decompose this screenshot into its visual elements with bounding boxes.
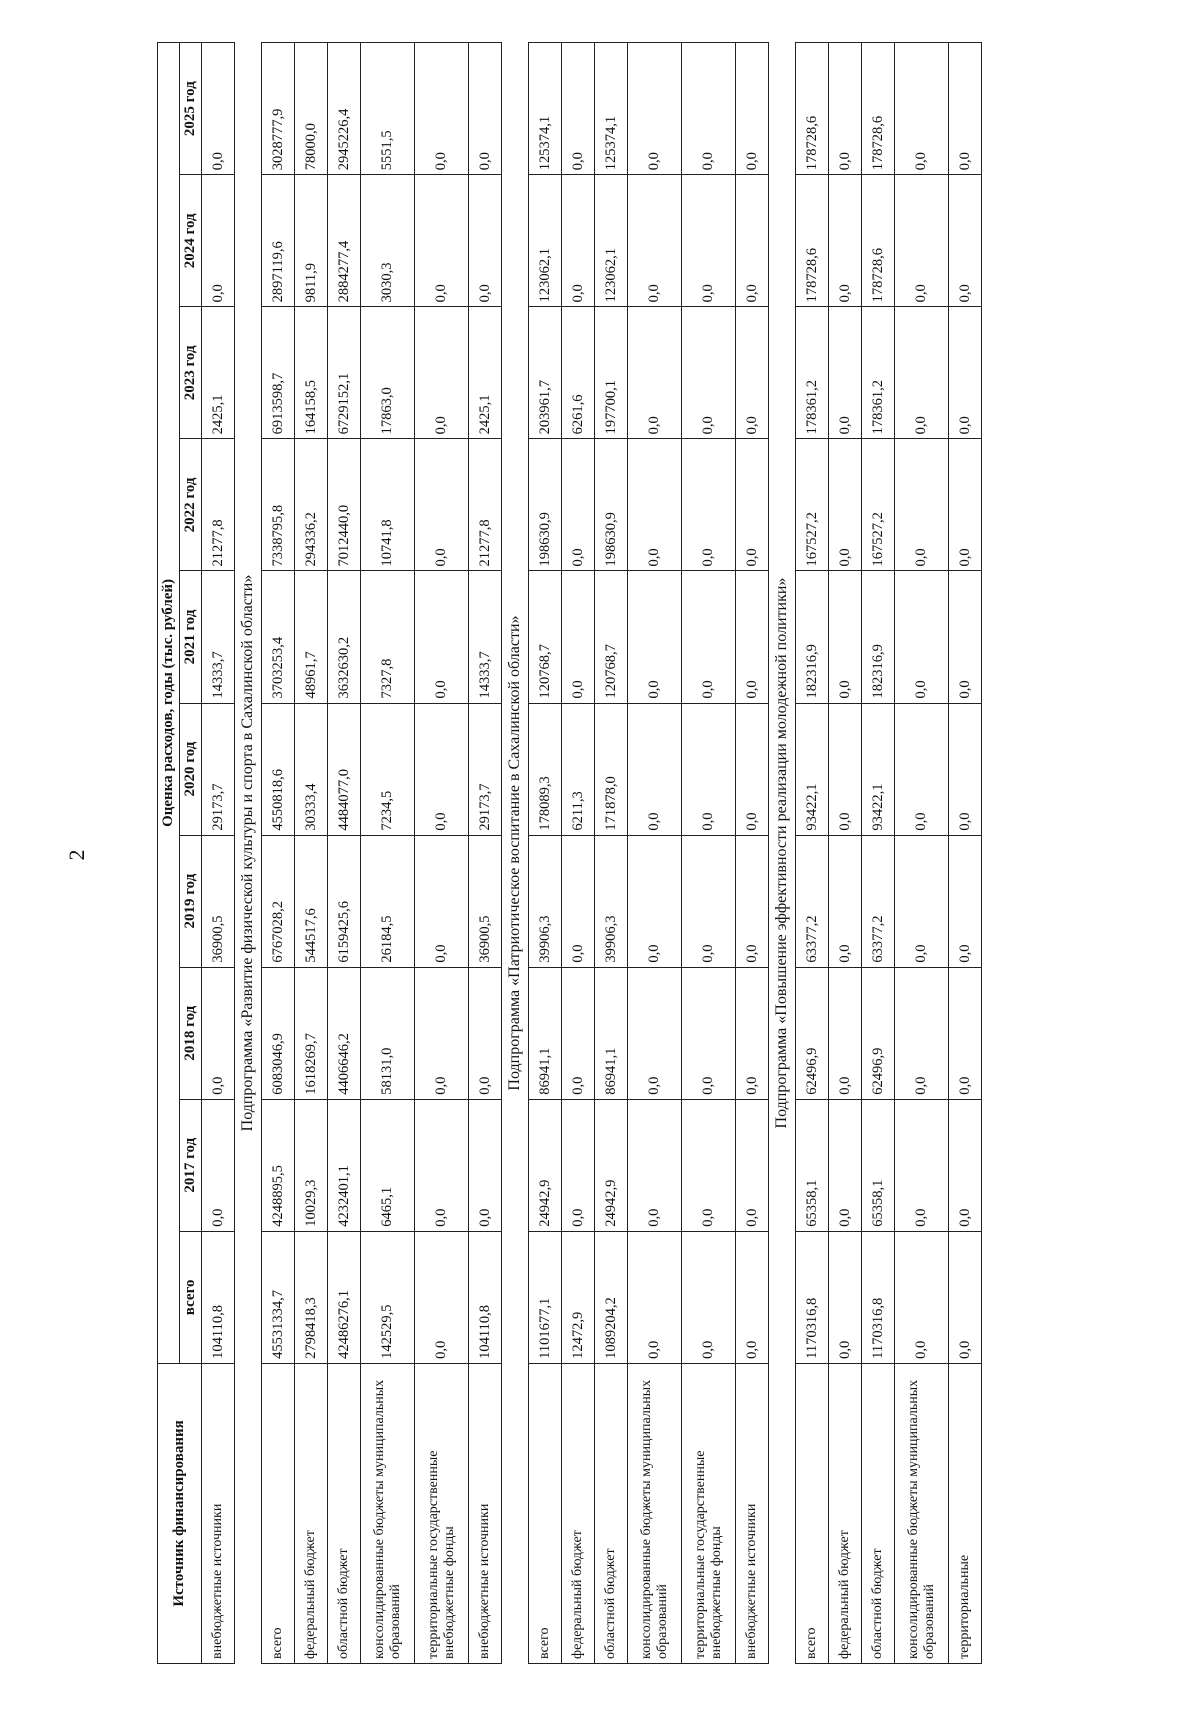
source-label: всего: [529, 1363, 562, 1663]
amount-cell: 0,0: [682, 307, 736, 439]
amount-cell: 0,0: [949, 1099, 982, 1231]
amount-cell: 1101677,1: [529, 1231, 562, 1363]
subprogram-title: Подпрограмма «Патриотическое воспитание в Сахалинской области»: [502, 43, 529, 1664]
source-label: консолидированные бюджеты муниципальных образований: [628, 1363, 682, 1663]
amount-cell: 26184,5: [361, 835, 415, 967]
amount-cell: 0,0: [949, 835, 982, 967]
source-header: Источник финансирования: [158, 1363, 202, 1663]
amount-cell: 0,0: [682, 43, 736, 175]
amount-cell: 167527,2: [862, 439, 895, 571]
table-row: [628, 43, 682, 1664]
table-row: [328, 43, 361, 1664]
amount-cell: 0,0: [895, 307, 949, 439]
amount-cell: 0,0: [736, 835, 769, 967]
amount-cell: 294336,2: [295, 439, 328, 571]
amount-cell: 0,0: [202, 175, 235, 307]
amount-cell: 24942,9: [529, 1099, 562, 1231]
amount-cell: 0,0: [415, 1231, 469, 1363]
amount-cell: 0,0: [829, 43, 862, 175]
source-label: областной бюджет: [328, 1363, 361, 1663]
amount-cell: 0,0: [829, 703, 862, 835]
amount-cell: 0,0: [415, 1099, 469, 1231]
amount-cell: 0,0: [829, 835, 862, 967]
amount-cell: 3030,3: [361, 175, 415, 307]
amount-cell: 171878,0: [595, 703, 628, 835]
column-header: 2021 год: [180, 571, 202, 703]
amount-cell: 0,0: [682, 1099, 736, 1231]
amount-cell: 120768,7: [595, 571, 628, 703]
amount-cell: 178728,6: [796, 43, 829, 175]
table-row: [949, 43, 982, 1664]
amount-cell: 0,0: [829, 307, 862, 439]
amount-cell: 167527,2: [796, 439, 829, 571]
amount-cell: 4248895,5: [262, 1099, 295, 1231]
table-row: [862, 43, 895, 1664]
source-label: областной бюджет: [862, 1363, 895, 1663]
source-label: внебюджетные источники: [469, 1363, 502, 1663]
amount-cell: 14333,7: [469, 571, 502, 703]
amount-cell: 42486276,1: [328, 1231, 361, 1363]
amount-cell: 10029,3: [295, 1099, 328, 1231]
amount-cell: 0,0: [829, 1231, 862, 1363]
amount-cell: 0,0: [895, 1099, 949, 1231]
amount-cell: 63377,2: [862, 835, 895, 967]
amount-cell: 1170316,8: [862, 1231, 895, 1363]
amount-cell: 10741,8: [361, 439, 415, 571]
table-row: [682, 43, 736, 1664]
amount-cell: 4550818,6: [262, 703, 295, 835]
amount-cell: 0,0: [829, 175, 862, 307]
amount-cell: 17863,0: [361, 307, 415, 439]
amount-cell: 0,0: [469, 1099, 502, 1231]
page-number: 2: [64, 849, 89, 861]
amount-cell: 0,0: [895, 967, 949, 1099]
amount-cell: 0,0: [202, 967, 235, 1099]
amount-cell: 0,0: [628, 307, 682, 439]
amount-cell: 0,0: [895, 703, 949, 835]
amount-cell: 0,0: [895, 571, 949, 703]
column-header: 2025 год: [180, 43, 202, 175]
amount-cell: 0,0: [895, 175, 949, 307]
amount-cell: 4484077,0: [328, 703, 361, 835]
amount-cell: 2798418,3: [295, 1231, 328, 1363]
amount-cell: 5551,5: [361, 43, 415, 175]
amount-cell: 36900,5: [469, 835, 502, 967]
amount-cell: 0,0: [736, 1099, 769, 1231]
amount-cell: 1618269,7: [295, 967, 328, 1099]
amount-cell: 178728,6: [796, 175, 829, 307]
amount-cell: 0,0: [469, 175, 502, 307]
amount-cell: 0,0: [949, 307, 982, 439]
column-header: 2022 год: [180, 439, 202, 571]
amount-cell: 0,0: [682, 571, 736, 703]
subprogram-row: [769, 43, 796, 1664]
amount-cell: 0,0: [736, 439, 769, 571]
source-label: федеральный бюджет: [829, 1363, 862, 1663]
amount-cell: 0,0: [736, 571, 769, 703]
amount-cell: 0,0: [415, 835, 469, 967]
amount-cell: 24942,9: [595, 1099, 628, 1231]
amount-cell: 0,0: [829, 967, 862, 1099]
amount-cell: 29173,7: [202, 703, 235, 835]
amount-cell: 198630,9: [595, 439, 628, 571]
amount-cell: 178361,2: [862, 307, 895, 439]
amount-cell: 62496,9: [796, 967, 829, 1099]
amount-cell: 2884277,4: [328, 175, 361, 307]
amount-cell: 21277,8: [202, 439, 235, 571]
amount-cell: 0,0: [736, 1231, 769, 1363]
amount-cell: 7012440,0: [328, 439, 361, 571]
amount-cell: 1170316,8: [796, 1231, 829, 1363]
table-row: [562, 43, 595, 1664]
amount-cell: 0,0: [949, 1231, 982, 1363]
amount-cell: 0,0: [469, 967, 502, 1099]
table-row: [295, 43, 328, 1664]
amount-cell: 4232401,1: [328, 1099, 361, 1231]
table-row: [829, 43, 862, 1664]
amount-cell: 2425,1: [202, 307, 235, 439]
amount-cell: 0,0: [628, 1099, 682, 1231]
amount-cell: 0,0: [415, 439, 469, 571]
amount-cell: 3028777,9: [262, 43, 295, 175]
amount-cell: 21277,8: [469, 439, 502, 571]
column-header: 2024 год: [180, 175, 202, 307]
amount-cell: 1089204,2: [595, 1231, 628, 1363]
source-label: консолидированные бюджеты муниципальных образований: [361, 1363, 415, 1663]
amount-cell: 0,0: [562, 175, 595, 307]
amount-cell: 198630,9: [529, 439, 562, 571]
column-header: 2020 год: [180, 703, 202, 835]
source-label: внебюджетные источники: [736, 1363, 769, 1663]
table-row: [262, 43, 295, 1664]
amount-cell: 58131,0: [361, 967, 415, 1099]
table-body: [202, 43, 982, 1664]
amount-cell: 6729152,1: [328, 307, 361, 439]
amount-cell: 0,0: [895, 1231, 949, 1363]
amount-cell: 0,0: [415, 43, 469, 175]
amount-cell: 0,0: [202, 1099, 235, 1231]
amount-cell: 0,0: [736, 175, 769, 307]
amount-cell: 65358,1: [862, 1099, 895, 1231]
amount-cell: 178728,6: [862, 175, 895, 307]
amount-cell: 544517,6: [295, 835, 328, 967]
source-label: территориальные: [949, 1363, 982, 1663]
amount-cell: 12472,9: [562, 1231, 595, 1363]
column-header: 2023 год: [180, 307, 202, 439]
amount-cell: 0,0: [949, 439, 982, 571]
amount-cell: 39906,3: [529, 835, 562, 967]
amount-cell: 0,0: [949, 571, 982, 703]
subprogram-row: [235, 43, 262, 1664]
amount-cell: 63377,2: [796, 835, 829, 967]
amount-cell: 6159425,6: [328, 835, 361, 967]
amount-cell: 9811,9: [295, 175, 328, 307]
amount-cell: 0,0: [682, 439, 736, 571]
amount-cell: 62496,9: [862, 967, 895, 1099]
amount-cell: 45531334,7: [262, 1231, 295, 1363]
expense-group-header: Оценка расходов, годы (тыс. рублей): [158, 43, 180, 1364]
amount-cell: 0,0: [562, 967, 595, 1099]
source-label: федеральный бюджет: [295, 1363, 328, 1663]
amount-cell: 0,0: [949, 703, 982, 835]
amount-cell: 123062,1: [595, 175, 628, 307]
amount-cell: 0,0: [562, 835, 595, 967]
budget-table: [157, 42, 982, 1664]
amount-cell: 65358,1: [796, 1099, 829, 1231]
subprogram-title: Подпрограмма «Повышение эффективности реализации молодежной политики»: [769, 43, 796, 1664]
source-label: всего: [262, 1363, 295, 1663]
amount-cell: 0,0: [202, 43, 235, 175]
amount-cell: 30333,4: [295, 703, 328, 835]
amount-cell: 182316,9: [796, 571, 829, 703]
amount-cell: 6083046,9: [262, 967, 295, 1099]
amount-cell: 0,0: [829, 439, 862, 571]
source-label: территориальные государственные внебюджетные фонды: [415, 1363, 469, 1663]
amount-cell: 0,0: [736, 307, 769, 439]
amount-cell: 6261,6: [562, 307, 595, 439]
subprogram-row: [502, 43, 529, 1664]
table-row: [361, 43, 415, 1664]
amount-cell: 0,0: [895, 835, 949, 967]
amount-cell: 0,0: [829, 1099, 862, 1231]
amount-cell: 0,0: [562, 43, 595, 175]
amount-cell: 2425,1: [469, 307, 502, 439]
amount-cell: 142529,5: [361, 1231, 415, 1363]
amount-cell: 7327,8: [361, 571, 415, 703]
amount-cell: 0,0: [415, 307, 469, 439]
table-row: [595, 43, 628, 1664]
amount-cell: 0,0: [736, 967, 769, 1099]
source-label: территориальные государственные внебюджетные фонды: [682, 1363, 736, 1663]
amount-cell: 86941,1: [529, 967, 562, 1099]
amount-cell: 0,0: [415, 703, 469, 835]
amount-cell: 3632630,2: [328, 571, 361, 703]
amount-cell: 0,0: [628, 835, 682, 967]
amount-cell: 0,0: [949, 43, 982, 175]
amount-cell: 0,0: [415, 571, 469, 703]
source-label: всего: [796, 1363, 829, 1663]
source-label: федеральный бюджет: [562, 1363, 595, 1663]
amount-cell: 0,0: [829, 571, 862, 703]
table-row: [796, 43, 829, 1664]
amount-cell: 0,0: [895, 439, 949, 571]
amount-cell: 93422,1: [862, 703, 895, 835]
budget-table-container: [157, 42, 982, 1664]
amount-cell: 14333,7: [202, 571, 235, 703]
amount-cell: 78000,0: [295, 43, 328, 175]
amount-cell: 7234,5: [361, 703, 415, 835]
amount-cell: 0,0: [628, 967, 682, 1099]
amount-cell: 125374,1: [595, 43, 628, 175]
amount-cell: 0,0: [469, 43, 502, 175]
amount-cell: 0,0: [736, 703, 769, 835]
amount-cell: 36900,5: [202, 835, 235, 967]
amount-cell: 0,0: [682, 1231, 736, 1363]
amount-cell: 0,0: [736, 43, 769, 175]
amount-cell: 6767028,2: [262, 835, 295, 967]
table-row: [736, 43, 769, 1664]
table-row: [415, 43, 469, 1664]
amount-cell: 2897119,6: [262, 175, 295, 307]
amount-cell: 104110,8: [202, 1231, 235, 1363]
amount-cell: 0,0: [682, 835, 736, 967]
amount-cell: 0,0: [562, 571, 595, 703]
column-header: всего: [180, 1231, 202, 1363]
amount-cell: 48961,7: [295, 571, 328, 703]
amount-cell: 104110,8: [469, 1231, 502, 1363]
source-label: внебюджетные источники: [202, 1363, 235, 1663]
amount-cell: 120768,7: [529, 571, 562, 703]
amount-cell: 178089,3: [529, 703, 562, 835]
amount-cell: 0,0: [682, 175, 736, 307]
amount-cell: 0,0: [415, 967, 469, 1099]
column-header: 2018 год: [180, 967, 202, 1099]
amount-cell: 0,0: [949, 967, 982, 1099]
amount-cell: 0,0: [415, 175, 469, 307]
table-row: [529, 43, 562, 1664]
amount-cell: 197700,1: [595, 307, 628, 439]
amount-cell: 4406646,2: [328, 967, 361, 1099]
amount-cell: 0,0: [628, 1231, 682, 1363]
column-header: 2017 год: [180, 1099, 202, 1231]
amount-cell: 93422,1: [796, 703, 829, 835]
amount-cell: 6211,3: [562, 703, 595, 835]
amount-cell: 2945226,4: [328, 43, 361, 175]
amount-cell: 0,0: [562, 1099, 595, 1231]
amount-cell: 29173,7: [469, 703, 502, 835]
subprogram-title: Подпрограмма «Развитие физической культуры и спорта в Сахалинской области»: [235, 43, 262, 1664]
amount-cell: 123062,1: [529, 175, 562, 307]
amount-cell: 0,0: [562, 439, 595, 571]
amount-cell: 203961,7: [529, 307, 562, 439]
amount-cell: 39906,3: [595, 835, 628, 967]
amount-cell: 178728,6: [862, 43, 895, 175]
table-row: [469, 43, 502, 1664]
amount-cell: 125374,1: [529, 43, 562, 175]
amount-cell: 0,0: [628, 439, 682, 571]
amount-cell: 0,0: [628, 175, 682, 307]
amount-cell: 7338795,8: [262, 439, 295, 571]
amount-cell: 164158,5: [295, 307, 328, 439]
amount-cell: 6465,1: [361, 1099, 415, 1231]
amount-cell: 0,0: [628, 703, 682, 835]
source-label: консолидированные бюджеты муниципальных образований: [895, 1363, 949, 1663]
table-row: [202, 43, 235, 1664]
amount-cell: 182316,9: [862, 571, 895, 703]
amount-cell: 0,0: [628, 571, 682, 703]
amount-cell: 0,0: [628, 43, 682, 175]
amount-cell: 0,0: [682, 967, 736, 1099]
amount-cell: 3703253,4: [262, 571, 295, 703]
amount-cell: 0,0: [949, 175, 982, 307]
column-header: 2019 год: [180, 835, 202, 967]
source-label: областной бюджет: [595, 1363, 628, 1663]
amount-cell: 6913598,7: [262, 307, 295, 439]
table-row: [895, 43, 949, 1664]
amount-cell: 0,0: [682, 703, 736, 835]
amount-cell: 86941,1: [595, 967, 628, 1099]
amount-cell: 178361,2: [796, 307, 829, 439]
amount-cell: 0,0: [895, 43, 949, 175]
